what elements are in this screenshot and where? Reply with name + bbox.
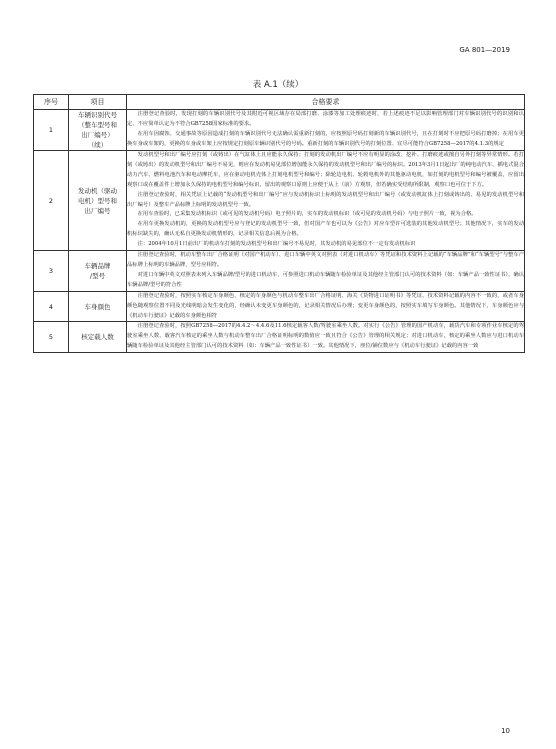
row-requirement xyxy=(127,251,525,292)
standard-number-header: GA 801—2019 xyxy=(459,46,510,54)
item-line: 车辆品牌 xyxy=(84,261,111,270)
item-line: （续） xyxy=(87,141,108,149)
requirement-paragraph: 注册登记查验时，机动车整车出厂合格证明（对国产机动车）、进口车辆中英文对照表（对进口机动车）等凭证和技术资料上记载的“车辆品牌”和“车辆型号”与整车产品标牌上标明的车辆品牌、型号应相符。 xyxy=(127,252,524,268)
row-item xyxy=(69,291,127,322)
requirement-paragraph: 发动机型号和出厂编号应打刻（或铸出）在气缸体上且应能永久保持；打刻的发动机出厂编号不应有明显的涂改、挖补、打磨痕迹或擅自另外打刻等异常情形。若打刻（或铸出）的发动机型号和出厂编号不易见，则应在发动机易见部位增加能永久保持的发动机型号和出厂编号的标识。2013年3月1日起出厂的纯电动汽车、插电式混合动力汽车、燃料电池汽车和电动摩托车，应在驱动电机壳体上打刻电机型号和编号；除轮边电机、轮毂电机外的其他驱动电机，如打刻的电机型号和编号被覆盖，应留出观察口或在覆盖件上增加永久保持的电机型号和编号标识，留出的观察口原则上应便于从上（前）方观察，但若确实受结构所限制，观察口也可位于下方。 xyxy=(127,152,524,188)
requirement-paragraph: 注册登记查验时，相关凭证上记载的“发动机型号和出厂编号”应与发动机标识上标明的发动机型号和出厂编号（或发动机缸体上打刻或铸出的、易见的发动机型号和出厂编号）及整车产品标牌上标明的发动机型号一致。 xyxy=(127,191,524,208)
item-line: 核定载人数 xyxy=(81,333,114,342)
table-header-row xyxy=(34,95,525,110)
table-row xyxy=(34,322,525,353)
item-line: 出厂编号） xyxy=(81,131,114,139)
row-number: 4 xyxy=(34,291,69,322)
requirement-paragraph: 在用车查验时，已采集发动机标识（或可见的发动机号码）电子照片的，实车的发动机标识（或可见的发动机号码）与电子照片一致，视为合格。 xyxy=(137,211,477,218)
page-number: 10 xyxy=(501,727,510,735)
row-item xyxy=(69,251,127,292)
row-requirement xyxy=(127,322,525,353)
item-line: 出厂编号 xyxy=(84,206,111,215)
column-header-item: 项目 xyxy=(69,95,127,110)
row-number: 3 xyxy=(34,251,69,292)
item-line: 车辆识别代号 xyxy=(78,111,117,119)
row-number: 1 xyxy=(34,110,69,151)
requirement-paragraph: 注册登记查验时，发现打刻的车辆识别代号及其附近可视区域存在局部打磨、涂漆等加工处理痕迹时，若上述痕迹不足以影响管理部门对车辆识别代号的识别和认定，不应简单认定为不符合GB7258国家标准的要求。 xyxy=(127,111,524,127)
item-line: 车身颜色 xyxy=(84,302,111,311)
requirement-note: 注：2004年10月1日前出厂的机动车打刻的发动机型号和出厂编号不易见时，其发动机的易见部位不一定有发动机标识 xyxy=(137,241,416,248)
column-header-number: 序号 xyxy=(34,95,69,110)
requirement-paragraph: 注册登记查验时，按照实车核定车身颜色，核定的车身颜色与机动车整车出厂合格证明、海关《货物进口证明书》等凭证、技术资料记载的内容不一致的，或者车身颜色随观察位置不同及光线明暗会发生变化的，经确认未变更车身颜色的，记录相关情况后办理；变更车身颜色的，按照实车填写车身颜色。其他情况下，车身颜色应与《机动车行驶证》记载的车身颜色相符 xyxy=(127,292,524,319)
requirements-table xyxy=(33,94,525,353)
row-item xyxy=(69,110,127,151)
column-header-requirement: 合格要求 xyxy=(127,95,525,110)
item-line: 电机）型号和 xyxy=(78,196,117,205)
row-requirement xyxy=(127,110,525,151)
table-title: 表 A.1（续） xyxy=(252,80,304,90)
row-number: 2 xyxy=(34,151,69,251)
row-requirement xyxy=(127,151,525,251)
table-row xyxy=(34,291,525,322)
table-row xyxy=(34,151,525,251)
item-line: （整车型号和 xyxy=(78,121,117,129)
table-row xyxy=(34,110,525,151)
requirement-paragraph: 注册登记查验时，按照GB7258—2017的4.4.2～4.4.6及11.6核定载客人数/驾驶室乘坐人数。对实行《公告》管理的国产机动车，载货汽车和专项作业车核定的驾驶室乘坐人数、载客汽车核定的乘坐人数与机动车整车出厂合格证明标明的数值应一致且符合《公告》管理的相关规定；对进口机动车，核定的乘坐人数应与进口机动车辆随车检验单证及其他经主管部门认可的技术资料（如：车辆产品一致性证书）一致。其他情况下，座位/铺位数应与《机动车行驶证》记载的内容一致 xyxy=(127,323,524,350)
requirement-paragraph: 在用车更换发动机的，更换的发动机型号应与登记的发动机型号一致，但对国产车也可以为《公告》对应车型许可选装的其他发动机型号；其他情况下，实车的发动机标识缺失的，确认无私自更换发动机情形的，记录相关信息后视为合格。 xyxy=(127,221,524,238)
row-number: 5 xyxy=(34,322,69,353)
item-line: /型号 xyxy=(89,271,106,280)
requirement-paragraph: 在用车因腐蚀、交通事故等原因造成打刻的车辆识别代号无法确认需重新打刻的，应按照原号码打刻新的车辆识别代号，且在打刻时不应把原号码打磨掉；在用车更换车身或车架的，更换的车身或车架上应按规定打刻原车辆识别代号的号码。重新打刻的车辆识别代号的打刻位置、宜尽可能符合GB7258—2017的4.1.3的规定 xyxy=(127,130,524,147)
item-line: 发动机（驱动 xyxy=(78,186,117,195)
row-item xyxy=(69,151,127,251)
table-row xyxy=(34,251,525,292)
row-requirement xyxy=(127,291,525,322)
requirement-paragraph: 对进口车辆中英文对照表未列入车辆品牌/型号的进口机动车，可参照进口机动车辆随车检验单证及其他经主管部门认可的技术资料（如：车辆产品一致性证书），确认车辆品牌/型号的符合性 xyxy=(127,271,524,288)
row-item xyxy=(69,322,127,353)
